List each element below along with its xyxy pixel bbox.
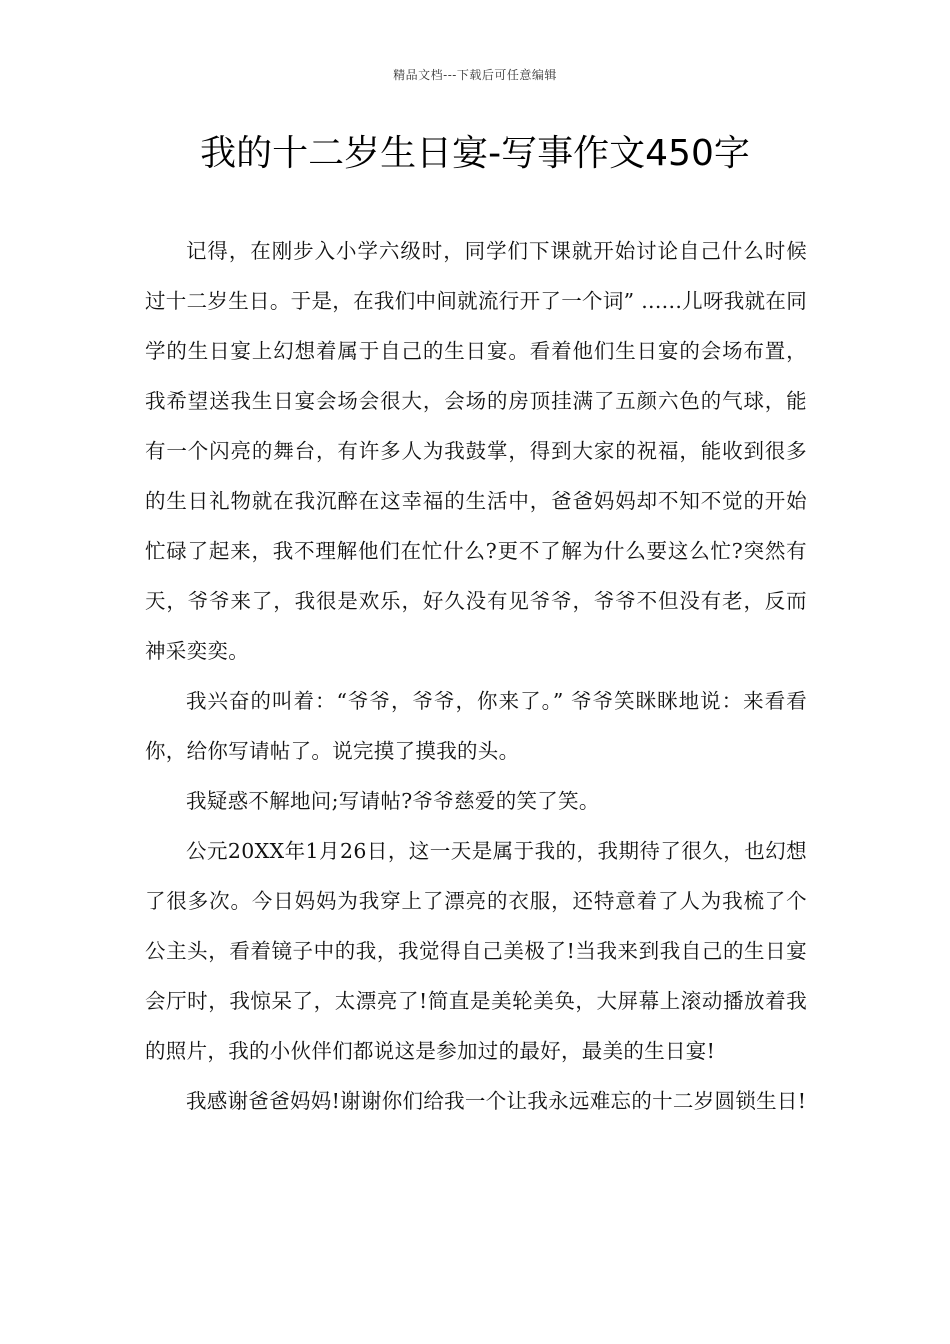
- paragraph-4: 公元20XX年1月26日，这一天是属于我的，我期待了很久，也幻想了很多次。今日妈妈为我穿上了漂亮的衣服，还特意着了人为我梳了个公主头，看着镜子中的我，我觉得自己美极了!当我来到我自己的生日宴会厅时，我惊呆了，太漂亮了!简直是美轮美奂，大屏幕上滚动播放着我的照片，我的小伙伴们都说这是参加过的最好，最美的生日宴!: [145, 839, 807, 1063]
- page-title: 我的十二岁生日宴-写事作文450字: [200, 133, 750, 174]
- header-note: 精品文档---下载后可任意编辑: [393, 68, 557, 82]
- paragraph-2: 我兴奋的叫着：“爷爷，爷爷，你来了。” 爷爷笑眯眯地说：来看看你，给你写请帖了。说完摸了摸我的头。: [145, 689, 807, 763]
- article-body: [145, 226, 807, 1126]
- paragraph-3: 我疑惑不解地问;写请帖?爷爷慈爱的笑了笑。: [186, 789, 600, 813]
- paragraph-1: 记得，在刚步入小学六级时，同学们下课就开始讨论自己什么时候过十二岁生日。于是，在我们中间就流行开了一个词” ......儿呀我就在同学的生日宴上幻想着属于自己的生日宴。看着他们生日宴的会场布置，我希望送我生日宴会场会很大，会场的房顶挂满了五颜六色的气球，能有一个闪亮的舞台，有许多人为我鼓掌，得到大家的祝福，能收到很多的生日礼物就在我沉醉在这幸福的生活中，爸爸妈妈却不知不觉的开始忙碌了起来，我不理解他们在忙什么?更不了解为什么要这么忙?突然有天，爷爷来了，我很是欢乐，好久没有见爷爷，爷爷不但没有老，反而神采奕奕。: [145, 239, 807, 663]
- paragraph-5: 我感谢爸爸妈妈!谢谢你们给我一个让我永远难忘的十二岁圆锁生日!: [186, 1089, 807, 1113]
